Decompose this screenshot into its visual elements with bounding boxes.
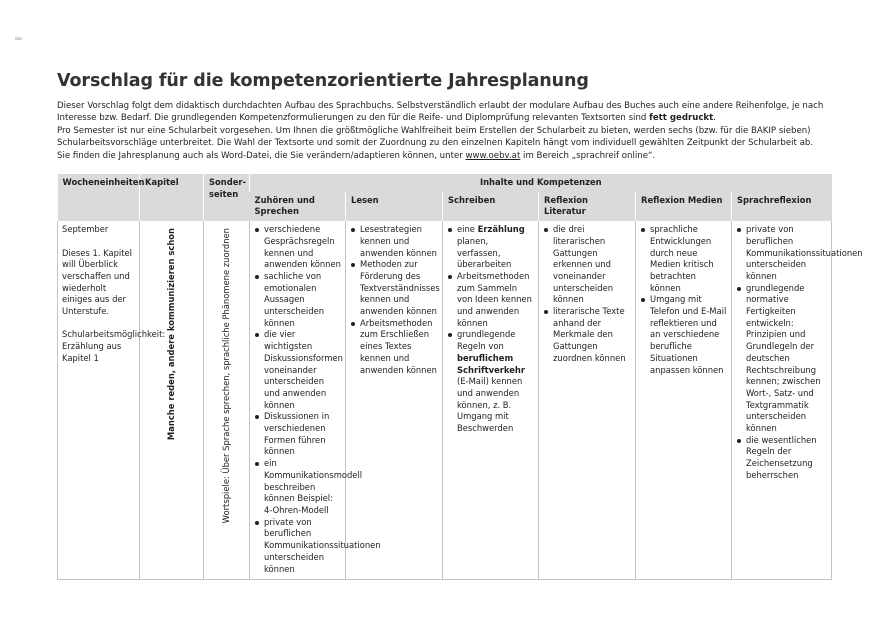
header-medien: Reflexion Medien	[636, 192, 732, 221]
schreiben-list	[447, 224, 534, 435]
cell-literatur	[539, 221, 636, 580]
kapitel-title: Manche reden, andere kommunizieren schon	[165, 228, 176, 441]
header-sprache: Sprachreflexion	[732, 192, 832, 221]
list-item: literarische Texte anhand der Merkmale den Gattungen zuordnen können	[543, 306, 631, 365]
list-item: private von beruflichen Kommunikationssituationen unterscheiden können	[254, 517, 341, 576]
list-item: grundlegende normative Fertigkeiten entwickeln: Prinzipien und Grundlegeln der deutschen Rechtschreibung kennen; zwischen Wort-, Satz- und Textgrammatik unterscheiden können	[736, 283, 827, 435]
cell-zuhoeren	[250, 221, 381, 580]
header-lesen: Lesen	[346, 192, 443, 221]
list-item: Methoden zur Förderung des Textverständnisses kennen und anwenden können	[350, 259, 438, 318]
medien-list	[640, 224, 727, 376]
sprache-list	[736, 224, 863, 481]
header-literatur: Reflexion Literatur	[539, 192, 636, 221]
list-item: sachliche von emotionalen Aussagen unterscheiden können	[254, 271, 341, 330]
cell-medien	[636, 221, 732, 580]
intro-text	[57, 100, 832, 162]
zuhoeren-list	[254, 224, 381, 575]
list-item: grundlegende Regeln von beruflichem Schriftverkehr (E-Mail) kennen und anwenden können, z. B. Umgang mit Beschwerden	[447, 329, 534, 434]
literatur-list	[543, 224, 631, 364]
header-inhalte: Inhalte und Kompetenzen	[250, 174, 832, 192]
week-month: September	[62, 224, 109, 235]
cell-sprache	[732, 221, 863, 580]
header-zuhoeren: Zuhören und Sprechen	[250, 192, 346, 221]
list-item: Umgang mit Telefon und E-Mail reflektieren und an verschiedene berufliche Situationen anpassen können	[640, 294, 727, 376]
page-title: Vorschlag für die kompetenzorientierte Jahresplanung	[57, 71, 589, 91]
week-description: Dieses 1. Kapitel will Überblick verschaffen und wiederholt einiges aus der Unterstufe.	[62, 247, 133, 317]
header-kapitel: Kapitel	[140, 174, 204, 221]
cell-schreiben	[443, 221, 539, 580]
sonderseiten-text: Wortspiele: Über Sprache sprechen, sprachliche Phänomene zuordnen	[220, 228, 231, 524]
header-schreiben: Schreiben	[443, 192, 539, 221]
list-item: die drei literarischen Gattungen erkennen und voneinander unterscheiden können	[543, 224, 631, 306]
list-item: eine Erzählung planen, verfassen, überarbeiten	[447, 224, 534, 271]
cell-kapitel	[140, 221, 204, 580]
bold-note: fett gedruckt	[649, 113, 714, 124]
oebv-link[interactable]: www.oebv.at	[465, 150, 521, 161]
header-row-1	[58, 174, 832, 192]
list-item: die vier wichtigsten Diskussionsformen voneinander unterscheiden und anwenden können	[254, 329, 341, 411]
intro-paragraph-2: Pro Semester ist nur eine Schularbeit vorgesehen. Um Ihnen die größtmögliche Wahlfreiheit beim Erstellen der Schularbeit zu bieten, werden sechs (bzw. für die BAKIP sieben) Schularbeitsvorschläge unterbreitet. Die Wahl der Textsorte und somit der Zuordnung zu den einzelnen Kapiteln hängt vom individuell gewählten Zeitpunkt der Schularbeit ab.	[57, 125, 814, 149]
intro-paragraph-3: Sie finden die Jahresplanung auch als Word-Datei, die Sie verändern/adaptieren können, unter www.oebv.at im Bereich „sprachreif online“.	[57, 150, 656, 161]
list-item: verschiedene Gesprächsregeln kennen und anwenden können	[254, 224, 341, 271]
list-item: sprachliche Entwicklungen durch neue Medien kritisch betrachten können	[640, 224, 727, 294]
list-item: ein Kommunikationsmodell beschreiben können Beispiel: 4-Ohren-Modell	[254, 458, 341, 517]
list-item: Arbeitsmethoden zum Sammeln von Ideen kennen und anwenden können	[447, 271, 534, 330]
cell-lesen	[346, 221, 443, 580]
list-item: die wesentlichen Regeln der Zeichensetzung beherrschen	[736, 435, 827, 482]
publisher-mark: öbv	[15, 36, 23, 41]
table-row	[58, 221, 832, 580]
list-item: private von beruflichen Kommunikationssituationen unterscheiden können	[736, 224, 827, 283]
header-sonderseiten: Sonder- seiten	[204, 174, 250, 221]
lesen-list	[350, 224, 438, 376]
list-item: Lesestrategien kennen und anwenden können	[350, 224, 438, 259]
intro-paragraph-1: Dieser Vorschlag folgt dem didaktisch durchdachten Aufbau des Sprachbuchs. Selbstverständlich erlaubt der modulare Aufbau des Buches auch eine andere Reihenfolge, je nach Interesse bzw. Bedarf. Die grundlegenden Kompetenzformulierungen zu den für die Reife- und Diplomprüfung relevanten Textsorten sind fett gedruckt.	[57, 101, 824, 124]
cell-week	[58, 221, 166, 580]
week-schularbeit: Schularbeitsmöglichkeit: Erzählung aus Kapitel 1	[62, 329, 166, 363]
list-item: Arbeitsmethoden zum Erschließen eines Textes kennen und anwenden können	[350, 318, 438, 377]
header-wocheneinheiten: Wocheneinheiten	[58, 174, 140, 221]
cell-sonderseiten	[204, 221, 250, 580]
annual-plan-table	[57, 174, 863, 580]
list-item: Diskussionen in verschiedenen Formen führen können	[254, 411, 341, 458]
